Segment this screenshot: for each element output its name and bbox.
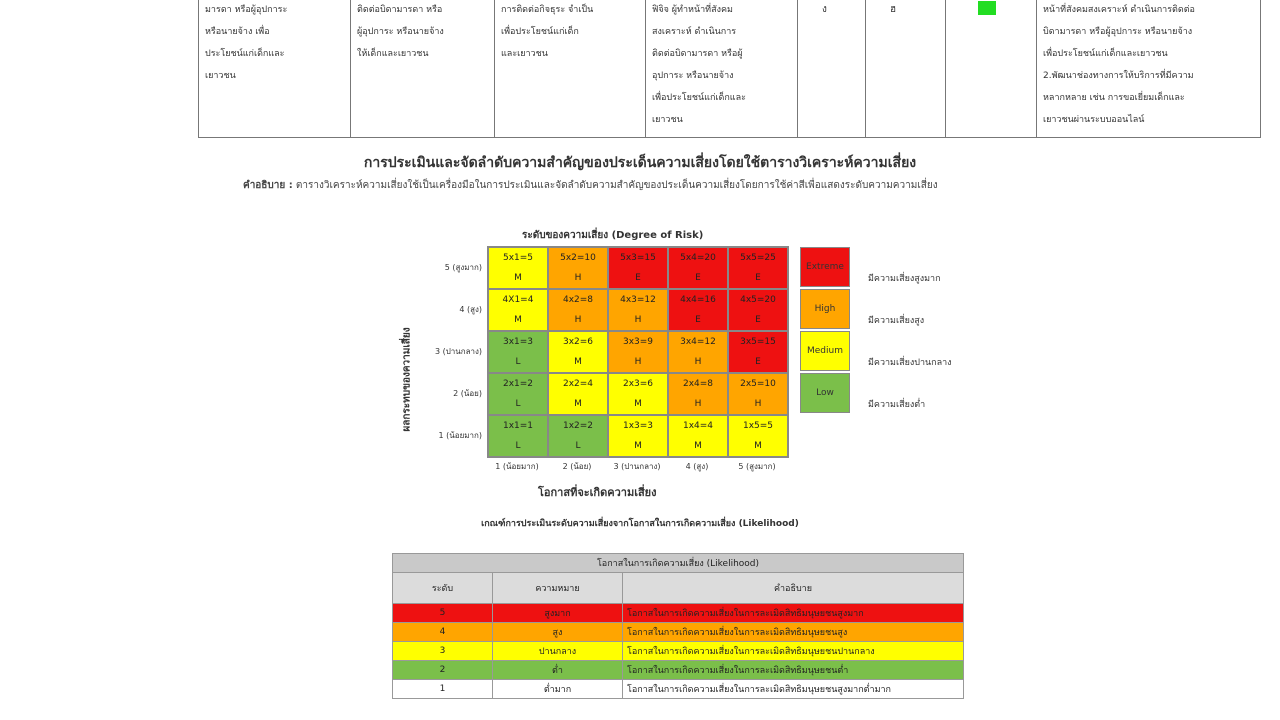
matrix-cell (608, 247, 668, 289)
matrix-cell-score: 1x5=5 (742, 421, 774, 431)
matrix-cell-level: E (635, 273, 641, 283)
matrix-x-label: 2 (น้อย) (562, 462, 592, 471)
likelihood-row (393, 623, 964, 642)
matrix-title: ระดับของความเสี่ยง (Degree of Risk) (522, 230, 704, 241)
matrix-x-label: 3 (ปานกลาง) (613, 462, 661, 471)
likelihood-description: โอกาสในการเกิดความเสี่ยงในการละเมิดสิทธิมนุษยชนสูงมากต่ำมาก (623, 680, 964, 699)
matrix-cell-level: H (634, 357, 642, 367)
matrix-cell-score: 4x3=12 (620, 295, 656, 305)
top-table-cell-text: การติดต่อกิจธุระ จำเป็น เพื่อประโยชน์แก่เด็ก และเยาวชน (501, 5, 594, 59)
legend-description: มีความเสี่ยงสูง (868, 316, 925, 326)
section-title: การประเมินและจัดลำดับความสำคัญของประเด็นความเสี่ยงโดยใช้ตารางวิเคราะห์ความเสี่ยง (363, 155, 917, 171)
matrix-cell-score: 5x4=20 (680, 253, 716, 263)
likelihood-meaning: ต่ำ (493, 661, 623, 680)
matrix-cell-level: E (755, 357, 761, 367)
matrix-cell-score: 3x2=6 (562, 337, 594, 347)
legend-description: มีความเสี่ยงสูงมาก (868, 274, 941, 284)
matrix-cell-score: 5x1=5 (502, 253, 534, 263)
top-table-cell (351, 0, 495, 138)
matrix-cell-level: L (515, 441, 521, 451)
matrix-cell (548, 331, 608, 373)
matrix-cell (548, 247, 608, 289)
likelihood-column-headers (393, 573, 964, 604)
matrix-y-labels (412, 246, 482, 456)
matrix-cell (728, 247, 788, 289)
matrix-cell-level: E (755, 273, 761, 283)
matrix-cell-score: 4x4=16 (680, 295, 716, 305)
matrix-cell (668, 289, 728, 331)
matrix-cell (488, 331, 548, 373)
matrix-cell (668, 415, 728, 457)
matrix-cell-score: 1x1=1 (502, 421, 534, 431)
top-table-cell (646, 0, 798, 138)
legend-row (800, 372, 952, 414)
top-table (198, 0, 1261, 138)
top-table-cell (798, 0, 866, 138)
matrix-cell-level: E (695, 273, 701, 283)
top-table-cell (495, 0, 646, 138)
matrix-cell-level: M (634, 441, 642, 451)
criteria-title: เกณฑ์การประเมินระดับความเสี่ยงจากโอกาสในการเกิดความเสี่ยง (Likelihood) (481, 519, 799, 529)
likelihood-level: 3 (393, 642, 493, 661)
status-indicator (978, 1, 996, 15)
matrix-cell-level: M (694, 441, 702, 451)
likelihood-description: โอกาสในการเกิดความเสี่ยงในการละเมิดสิทธิมนุษยชนปานกลาง (623, 642, 964, 661)
likelihood-meaning: ปานกลาง (493, 642, 623, 661)
matrix-cell-score: 1x4=4 (682, 421, 714, 431)
legend-swatch: Extreme (800, 247, 850, 287)
col-header-meaning: ความหมาย (493, 573, 623, 604)
matrix-cell-level: H (634, 315, 642, 325)
top-table-cell-text: มารดา หรือผู้อุปการะ หรือนายจ้าง เพื่อ ประโยชน์แก่เด็กและ เยาวชน (205, 5, 288, 81)
top-table-cell (1037, 0, 1261, 138)
top-table-cell-text: ติดต่อบิดามารดา หรือ ผู้อุปการะ หรือนายจ้าง ให้เด็กและเยาวชน (357, 5, 444, 59)
matrix-cell-score: 2x3=6 (622, 379, 654, 389)
likelihood-row (393, 661, 964, 680)
matrix-cell (728, 373, 788, 415)
top-table-cell (866, 0, 946, 138)
likelihood-meaning: สูงมาก (493, 604, 623, 623)
likelihood-row (393, 642, 964, 661)
description-label: คำอธิบาย : (243, 180, 293, 191)
col-header-description: คำอธิบาย (623, 573, 964, 604)
matrix-cell (548, 289, 608, 331)
legend-row (800, 288, 952, 330)
matrix-cell (728, 415, 788, 457)
matrix-cell (548, 415, 608, 457)
matrix-x-label: 4 (สูง) (685, 462, 709, 471)
matrix-cell-level: E (695, 315, 701, 325)
matrix-cell (488, 415, 548, 457)
top-table-mark: ง (822, 4, 827, 15)
matrix-y-label: 2 (น้อย) (453, 388, 482, 398)
matrix-cell-score: 3x1=3 (502, 337, 534, 347)
matrix-cell-score: 4X1=4 (502, 295, 534, 305)
matrix-cell-level: M (754, 441, 762, 451)
matrix-x-label: 5 (สูงมาก) (738, 462, 776, 471)
matrix-cell-score: 5x3=15 (620, 253, 656, 263)
matrix-cell-score: 3x3=9 (622, 337, 654, 347)
matrix-cell-score: 2x1=2 (502, 379, 534, 389)
matrix-cell-level: M (574, 357, 582, 367)
matrix-cell (668, 247, 728, 289)
top-table-row (199, 0, 1261, 138)
likelihood-description: โอกาสในการเกิดความเสี่ยงในการละเมิดสิทธิมนุษยชนสูง (623, 623, 964, 642)
matrix-cell (608, 331, 668, 373)
description (243, 178, 938, 193)
top-table-cell (199, 0, 351, 138)
matrix-cell (668, 331, 728, 373)
matrix-cell-score: 2x5=10 (740, 379, 776, 389)
likelihood-description: โอกาสในการเกิดความเสี่ยงในการละเมิดสิทธิมนุษยชนสูงมาก (623, 604, 964, 623)
likelihood-level: 5 (393, 604, 493, 623)
legend-row (800, 330, 952, 372)
legend-row (800, 246, 952, 288)
matrix-cell-level: E (755, 315, 761, 325)
matrix-cell-score: 2x2=4 (562, 379, 594, 389)
likelihood-meaning: ต่ำมาก (493, 680, 623, 699)
likelihood-level: 4 (393, 623, 493, 642)
matrix-cell-level: H (754, 399, 762, 409)
likelihood-row (393, 604, 964, 623)
matrix-cell-score: 4x5=20 (740, 295, 776, 305)
likelihood-header-row (393, 554, 964, 573)
matrix-cell (608, 373, 668, 415)
top-table-mark: ฮ (890, 4, 897, 15)
likelihood-row (393, 680, 964, 699)
matrix-cell-score: 3x5=15 (740, 337, 776, 347)
matrix-cell-score: 1x2=2 (562, 421, 594, 431)
matrix-cell-level: H (694, 357, 702, 367)
matrix-cell-score: 5x2=10 (560, 253, 596, 263)
matrix-cell-level: M (574, 399, 582, 409)
matrix-cell (668, 373, 728, 415)
top-table-cell-text: หน้าที่สังคมสงเคราะห์ ดำเนินการติดต่อ บิดามารดา หรือผู้อุปการะ หรือนายจ้าง เพื่อประโยชน์แก่เด็กและเยาวชน 2.พัฒนาช่องทางการให้บริการที่มีความ หลากหลาย เช่น การขอเยี่ยมเด็กและ เยาวชนผ่านระบบออนไลน์ (1043, 5, 1195, 125)
matrix-cell-score: 3x4=12 (680, 337, 716, 347)
matrix-cell (488, 289, 548, 331)
matrix-cell (488, 373, 548, 415)
legend-description: มีความเสี่ยงปานกลาง (868, 358, 952, 368)
legend-description: มีความเสี่ยงต่ำ (868, 400, 926, 410)
top-table-cell (946, 0, 1037, 138)
matrix-cell-level: L (575, 441, 581, 451)
likelihood-level: 2 (393, 661, 493, 680)
matrix-cell-level: M (634, 399, 642, 409)
matrix-y-label: 1 (น้อยมาก) (438, 430, 482, 440)
matrix-x-label: 1 (น้อยมาก) (495, 462, 539, 471)
matrix-cell-score: 5x5=25 (740, 253, 776, 263)
matrix-y-label: 4 (สูง) (459, 304, 482, 314)
matrix-cell-level: H (694, 399, 702, 409)
likelihood-table-title: โอกาสในการเกิดความเสี่ยง (Likelihood) (393, 554, 964, 573)
matrix-x-labels (487, 460, 787, 473)
matrix-cell-level: H (574, 273, 582, 283)
matrix-cell-level: L (515, 357, 521, 367)
matrix-cell-score: 2x4=8 (682, 379, 714, 389)
likelihood-table (392, 553, 964, 699)
matrix-cell-level: L (515, 399, 521, 409)
matrix-x-title: โอกาสที่จะเกิดความเสี่ยง (538, 486, 657, 499)
top-table-cell-text: ฟิจิจ ผู้ทำหน้าที่สังคม สงเคราะห์ ดำเนินการ ติดต่อบิดามารดา หรือผู้ อุปการะ หรือนายจ้าง เพื่อประโยชน์แก่เด็กและ เยาวชน (652, 5, 746, 125)
col-header-level: ระดับ (393, 573, 493, 604)
matrix-cell (728, 331, 788, 373)
matrix-cell-score: 1x3=3 (622, 421, 654, 431)
matrix-cell-level: H (574, 315, 582, 325)
matrix-cell-score: 4x2=8 (562, 295, 594, 305)
matrix-cell (728, 289, 788, 331)
matrix-cell (488, 247, 548, 289)
likelihood-meaning: สูง (493, 623, 623, 642)
matrix-cell-level: M (514, 315, 522, 325)
matrix-cell (608, 289, 668, 331)
description-text: ตารางวิเคราะห์ความเสี่ยงใช้เป็นเครื่องมือในการประเมินและจัดลำดับความสำคัญของประเด็นความเสี่ยงโดยการใช้ค่าสีเพื่อแสดงระดับความความเสี่ยง (295, 180, 938, 191)
matrix-y-label: 5 (สูงมาก) (444, 262, 482, 272)
matrix-cell (548, 373, 608, 415)
legend-swatch: Low (800, 373, 850, 413)
legend-swatch: Medium (800, 331, 850, 371)
matrix-cell (608, 415, 668, 457)
likelihood-description: โอกาสในการเกิดความเสี่ยงในการละเมิดสิทธิมนุษยชนต่ำ (623, 661, 964, 680)
matrix-cell-level: M (514, 273, 522, 283)
likelihood-level: 1 (393, 680, 493, 699)
legend-swatch: High (800, 289, 850, 329)
matrix-y-title: ผลกระทบของความเสี่ยง (401, 327, 413, 432)
matrix-y-label: 3 (ปานกลาง) (434, 346, 482, 356)
risk-matrix (487, 246, 789, 458)
risk-legend (800, 246, 952, 414)
